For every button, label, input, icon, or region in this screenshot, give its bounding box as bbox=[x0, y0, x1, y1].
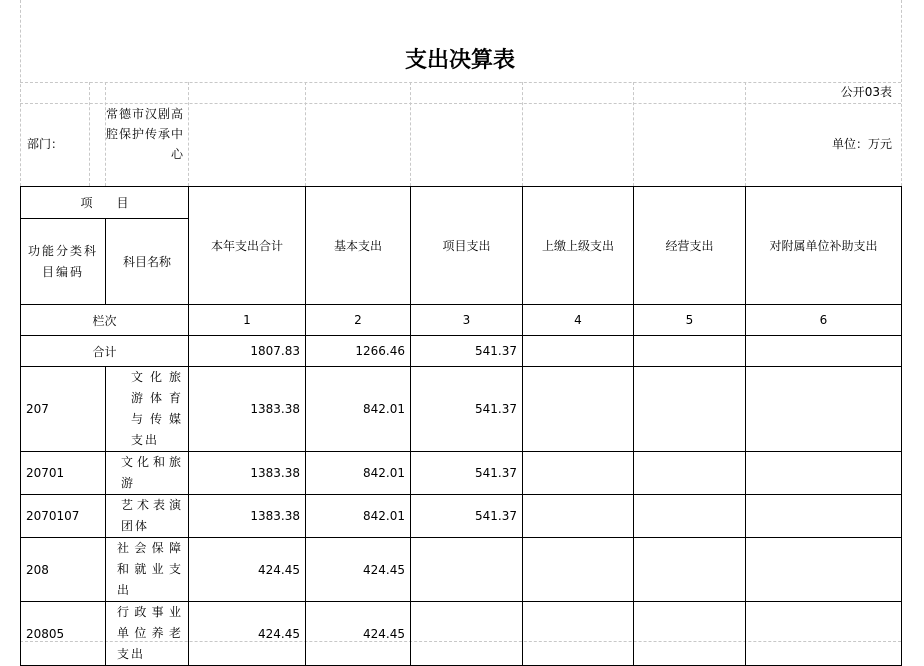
gridline bbox=[745, 82, 746, 186]
project-cell: 541.37 bbox=[411, 367, 523, 452]
upper-cell bbox=[523, 367, 634, 452]
table-row bbox=[21, 452, 902, 495]
project-cell: 541.37 bbox=[411, 452, 523, 495]
total-row bbox=[21, 336, 902, 367]
header-total: 本年支出合计 bbox=[189, 187, 306, 305]
basic-cell: 1266.46 bbox=[306, 336, 411, 367]
name-cell bbox=[106, 495, 189, 538]
header-basic: 基本支出 bbox=[306, 187, 411, 305]
subsidy-cell bbox=[746, 367, 902, 452]
name-cell bbox=[106, 538, 189, 602]
name-cell bbox=[106, 602, 189, 666]
gridline bbox=[20, 0, 21, 186]
basic-cell: 842.01 bbox=[306, 452, 411, 495]
business-cell bbox=[634, 602, 746, 666]
header-row bbox=[21, 187, 902, 219]
column-index-number: 4 bbox=[523, 305, 634, 336]
total-cell: 1807.83 bbox=[189, 336, 306, 367]
business-cell bbox=[634, 538, 746, 602]
basic-cell: 424.45 bbox=[306, 602, 411, 666]
business-cell bbox=[634, 336, 746, 367]
subject-name: 文化和旅游 bbox=[121, 455, 183, 490]
table-row bbox=[21, 538, 902, 602]
gridline bbox=[305, 82, 306, 186]
upper-cell bbox=[523, 495, 634, 538]
code-cell: 208 bbox=[21, 538, 106, 602]
column-index-row bbox=[21, 305, 902, 336]
basic-cell: 842.01 bbox=[306, 495, 411, 538]
name-cell bbox=[106, 367, 189, 452]
gridline bbox=[188, 82, 189, 186]
subsidy-cell bbox=[746, 538, 902, 602]
column-index-label: 栏次 bbox=[21, 305, 189, 336]
column-index-number: 3 bbox=[411, 305, 523, 336]
gridline bbox=[522, 82, 523, 186]
name-cell bbox=[106, 452, 189, 495]
header-upper: 上缴上级支出 bbox=[523, 187, 634, 305]
table-row bbox=[21, 495, 902, 538]
table-row bbox=[21, 367, 902, 452]
unit-label: 单位：万元 bbox=[831, 137, 892, 151]
form-code: 公开03表 bbox=[840, 85, 892, 99]
total-cell: 424.45 bbox=[189, 538, 306, 602]
department-label: 部门： bbox=[27, 137, 64, 151]
header-project: 项目支出 bbox=[411, 187, 523, 305]
upper-cell bbox=[523, 538, 634, 602]
subsidy-cell bbox=[746, 336, 902, 367]
subject-name: 艺术表演团体 bbox=[121, 498, 183, 533]
project-cell: 541.37 bbox=[411, 495, 523, 538]
total-cell: 1383.38 bbox=[189, 367, 306, 452]
subject-name: 行政事业单位养老支出 bbox=[117, 605, 183, 661]
code-cell: 20701 bbox=[21, 452, 106, 495]
header-func-code: 功能分类科目编码 bbox=[21, 219, 106, 305]
gridline bbox=[20, 82, 901, 83]
total-cell: 1383.38 bbox=[189, 495, 306, 538]
gridline bbox=[410, 82, 411, 186]
header-subsidy: 对附属单位补助支出 bbox=[746, 187, 902, 305]
project-cell bbox=[411, 538, 523, 602]
upper-cell bbox=[523, 336, 634, 367]
basic-cell: 842.01 bbox=[306, 367, 411, 452]
gridline bbox=[901, 0, 902, 186]
upper-cell bbox=[523, 602, 634, 666]
header-subject-name: 科目名称 bbox=[106, 219, 189, 305]
upper-cell bbox=[523, 452, 634, 495]
gridline bbox=[633, 82, 634, 186]
department-name: 常德市汉剧高腔保护传承中心 bbox=[106, 107, 185, 161]
code-cell: 207 bbox=[21, 367, 106, 452]
subsidy-cell bbox=[746, 452, 902, 495]
expenditure-table bbox=[20, 186, 902, 666]
code-cell: 2070107 bbox=[21, 495, 106, 538]
header-item: 项 目 bbox=[21, 187, 189, 219]
gridline bbox=[89, 82, 90, 186]
subsidy-cell bbox=[746, 495, 902, 538]
subsidy-cell bbox=[746, 602, 902, 666]
total-label: 合计 bbox=[21, 336, 189, 367]
subject-name: 社会保障和就业支出 bbox=[117, 541, 183, 597]
column-index-number: 2 bbox=[306, 305, 411, 336]
subject-name: 文化旅游体育与传媒支出 bbox=[131, 370, 183, 447]
project-cell bbox=[411, 602, 523, 666]
column-index-number: 6 bbox=[746, 305, 902, 336]
code-cell: 20805 bbox=[21, 602, 106, 666]
header-business: 经营支出 bbox=[634, 187, 746, 305]
business-cell bbox=[634, 495, 746, 538]
business-cell bbox=[634, 367, 746, 452]
page-title: 支出决算表 bbox=[404, 47, 515, 73]
column-index-number: 1 bbox=[189, 305, 306, 336]
column-index-number: 5 bbox=[634, 305, 746, 336]
table-row bbox=[21, 602, 902, 666]
business-cell bbox=[634, 452, 746, 495]
total-cell: 1383.38 bbox=[189, 452, 306, 495]
total-cell: 424.45 bbox=[189, 602, 306, 666]
project-cell: 541.37 bbox=[411, 336, 523, 367]
basic-cell: 424.45 bbox=[306, 538, 411, 602]
